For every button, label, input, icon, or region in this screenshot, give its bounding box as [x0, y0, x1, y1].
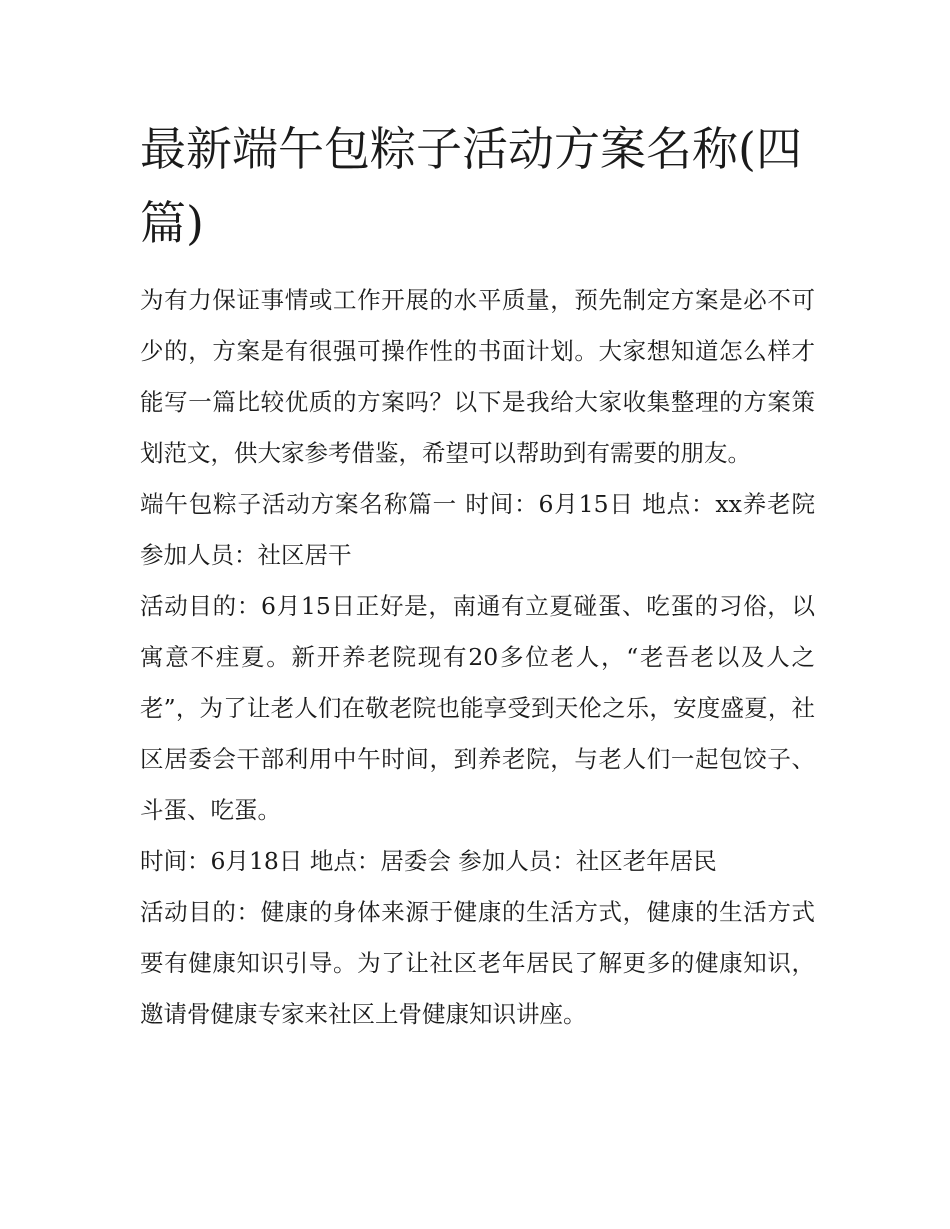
document-title: 最新端午包粽子活动方案名称(四篇): [140, 122, 802, 250]
paragraph-event-two-info: 时间：6月18日 地点：居委会 参加人员：社区老年居民: [140, 847, 717, 875]
paragraph-intro: 为有力保证事情或工作开展的水平质量，预先制定方案是必不可少的，方案是有很强可操作性的书面计划。大家想知道怎么样才能写一篇比较优质的方案吗？以下是我给大家收集整理的方案策划范文，供大家参考借鉴，希望可以帮助到有需要的朋友。: [140, 286, 815, 467]
paragraph-event-two-purpose: 活动目的：健康的身体来源于健康的生活方式，健康的生活方式要有健康知识引导。为了让社区老年居民了解更多的健康知识，邀请骨健康专家来社区上骨健康知识讲座。: [140, 898, 815, 1028]
paragraph-event-one-purpose: 活动目的：6月15日正好是，南通有立夏碰蛋、吃蛋的习俗，以寓意不疰夏。新开养老院现有20多位老人，“老吾老以及人之老”，为了让老人们在敬老院也能享受到天伦之乐，安度盛夏，社区居委会干部利用中午时间，到养老院，与老人们一起包饺子、斗蛋、吃蛋。: [140, 592, 815, 824]
document-body: [140, 275, 815, 1040]
document-content: [140, 112, 815, 1040]
paragraph-event-one-info: 端午包粽子活动方案名称篇一 时间：6月15日 地点：xx养老院 参加人员：社区居干: [140, 490, 815, 569]
